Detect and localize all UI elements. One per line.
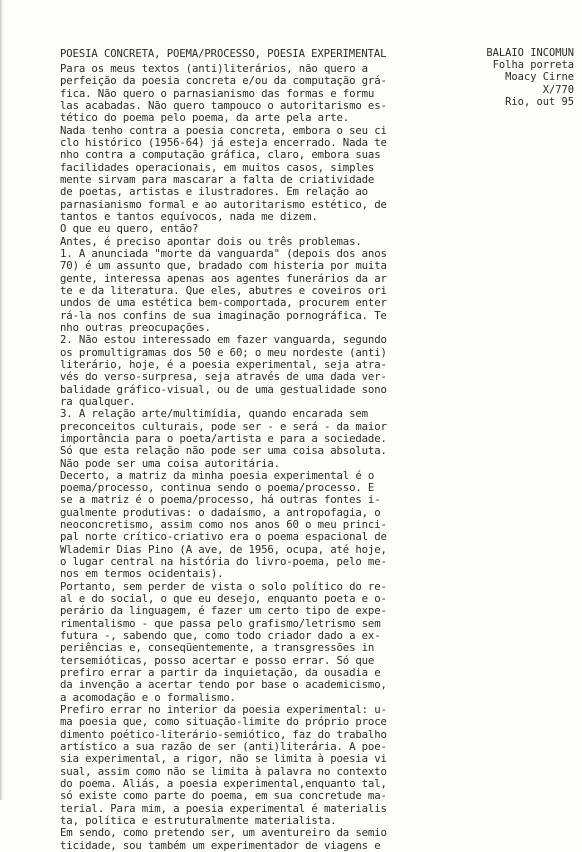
header-line-author: Moacy Cirne — [505, 71, 574, 84]
body-line: prefiro errar a partir da inquietação, da ousadia e — [60, 666, 381, 680]
body-line: terial. Para mim, a poesia experimental é materialis — [60, 801, 387, 815]
body-line: periências e, conseqüentemente, a transgressões in — [60, 641, 375, 655]
body-line: literário, hoje, é a poesia experimental, seja atra- — [60, 357, 387, 371]
body-line: te e da literatura. Que eles, abutres e coveiros ori — [60, 283, 387, 297]
body-line: se a matriz é o poema/processo, há outras fontes i- — [60, 493, 381, 507]
body-line: 70) é um assunto que, bradado com histeria por muita — [60, 259, 387, 273]
body-line: importância para o poeta/artista e para a sociedade. — [60, 431, 387, 445]
body-line: Wlademir Dias Pino (A ave, de 1956, ocupa, até hoje, — [60, 542, 387, 556]
body-line: nos em termos ocidentais). — [60, 567, 224, 581]
body-line: da invenção a acertar tendo por base o academicismo, — [60, 678, 387, 692]
body-line: las acabadas. Não quero tampouco o autoritarismo es- — [60, 98, 387, 112]
body-line: os promultigramas dos 50 e 60; o meu nordeste (anti) — [60, 345, 387, 359]
body-line: dimento poético-literário-semiótico, faz do trabalho — [60, 727, 387, 741]
body-line: de poetas, artistas e ilustradores. Em relação ao — [60, 185, 368, 199]
header-line-number: X/770 — [542, 83, 574, 96]
body-line: parnasianismo formal e ao autoritarismo estético, de — [60, 197, 387, 211]
body-line: Portanto, sem perder de vista o solo político do re- — [60, 579, 387, 593]
body-line: futura -, sabendo que, como todo criador dado a ex- — [60, 629, 381, 643]
body-line: undos de uma estética bem-comportada, procurem enter — [60, 296, 387, 310]
body-line: gente, interessa apenas aos agentes funerários da ar — [60, 271, 387, 285]
body-line: Antes, é preciso apontar dois ou três problemas. — [60, 234, 362, 248]
body-line: a acomodação e o formalismo. — [60, 690, 236, 704]
body-line: Só que esta relação não pode ser uma coisa absoluta. — [60, 444, 387, 458]
body-line: gualmente produtivas: o dadaísmo, a antropofagia, o — [60, 505, 381, 519]
document-title: POESIA CONCRETA, POEMA/PROCESSO, POESIA EXPERIMENTAL — [60, 48, 387, 60]
body-line: perfeição da poesia concreta e/ou da computação grá- — [60, 74, 387, 88]
header-line-publication: BALAIO INCOMUN — [486, 47, 574, 59]
header-line-subtitle: Folha porreta — [492, 59, 574, 72]
body-line: ra qualquer. — [60, 394, 136, 408]
body-line: vés do verso-surpresa, seja através de uma dada ver- — [60, 370, 387, 384]
body-line: 3. A relação arte/multimídia, quando encarada sem — [60, 407, 368, 421]
body-line: perário da linguagem, é fazer um certo tipo de expe- — [60, 604, 387, 618]
body-line: Nada tenho contra a poesia concreta, embora o seu ci — [60, 123, 387, 137]
body-line: rimentalismo - que passa pelo grafismo/letrismo sem — [60, 616, 381, 630]
body-line: 2. Não estou interessado em fazer vanguarda, segundo — [60, 333, 387, 347]
body-line: rá-la nos confins de sua imaginação pornográfica. Te — [60, 308, 387, 322]
body-line: Em sendo, como pretendo ser, um aventureiro da semio — [60, 826, 387, 840]
body-line: sual, assim como não se limita à palavra no contexto — [60, 764, 387, 778]
body-line: facilidades operacionais, em muitos casos, simples — [60, 160, 375, 174]
body-line: ticidade, sou também um experimentador de viagens e — [60, 838, 381, 852]
header-line-date: Rio, out 95 — [505, 95, 574, 108]
body-line: nho outras preocupações. — [60, 320, 211, 334]
body-line: nho contra a computação gráfica, claro, embora suas — [60, 148, 381, 162]
body-line: Decerto, a matriz da minha poesia experimental é o — [60, 468, 375, 482]
body-line: pal norte crítico-criativo era o poema espacional de — [60, 530, 387, 544]
body-line: ma poesia que, como situação-limite do próprio proce — [60, 715, 387, 729]
body-line: Não pode ser uma coisa autoritária. — [60, 456, 280, 470]
body-line: balidade gráfico-visual, ou de uma gestualidade sono — [60, 382, 387, 396]
body-line: clo histórico (1956-64) já esteja encerrado. Nada te — [60, 135, 387, 149]
body-text — [60, 63, 420, 852]
body-line: Prefiro errar no interior da poesia experimental: u- — [60, 703, 387, 717]
body-line: tético do poema pelo poema, da arte pela arte. — [60, 111, 350, 125]
body-line: fica. Não quero o parnasianismo das formas e formu — [60, 86, 375, 100]
body-line: só existe como parte do poema, em sua concretude ma- — [60, 789, 387, 803]
body-line: o lugar central na história do livro-poema, pelo me- — [60, 555, 387, 569]
body-line: Para os meus textos (anti)literários, não quero a — [60, 62, 368, 75]
body-line: mente sirvam para mascarar a falta de criatividade — [60, 172, 375, 186]
body-line: tersemióticas, posso acertar e posso errar. Só que — [60, 653, 375, 667]
body-line: O que eu quero, então? — [60, 222, 199, 236]
body-line: sia experimental, a rigor, não se limita à poesia vi — [60, 752, 387, 766]
body-line: ta, política e estruturalmente materialista. — [60, 814, 337, 828]
body-line: al e do social, o que eu desejo, enquanto poeta e o- — [60, 592, 387, 606]
body-line: neoconcretismo, assim como nos anos 60 o meu princi- — [60, 518, 387, 532]
body-line: do poema. Aliás, a poesia experimental,enquanto tal, — [60, 777, 387, 791]
body-line: poema/processo, continua sendo o poema/processo. E — [60, 481, 375, 495]
page-edge-shadow — [0, 0, 3, 800]
body-line: tantos e tantos equívocos, nada me dizem. — [60, 209, 318, 223]
body-line: 1. A anunciada "morte da vanguarda" (depois dos anos — [60, 246, 387, 260]
body-line: preconceitos culturais, pode ser - e será - da maior — [60, 419, 387, 433]
body-line: artístico a sua razão de ser (anti)literária. A poe- — [60, 740, 387, 754]
header-block — [448, 47, 574, 108]
